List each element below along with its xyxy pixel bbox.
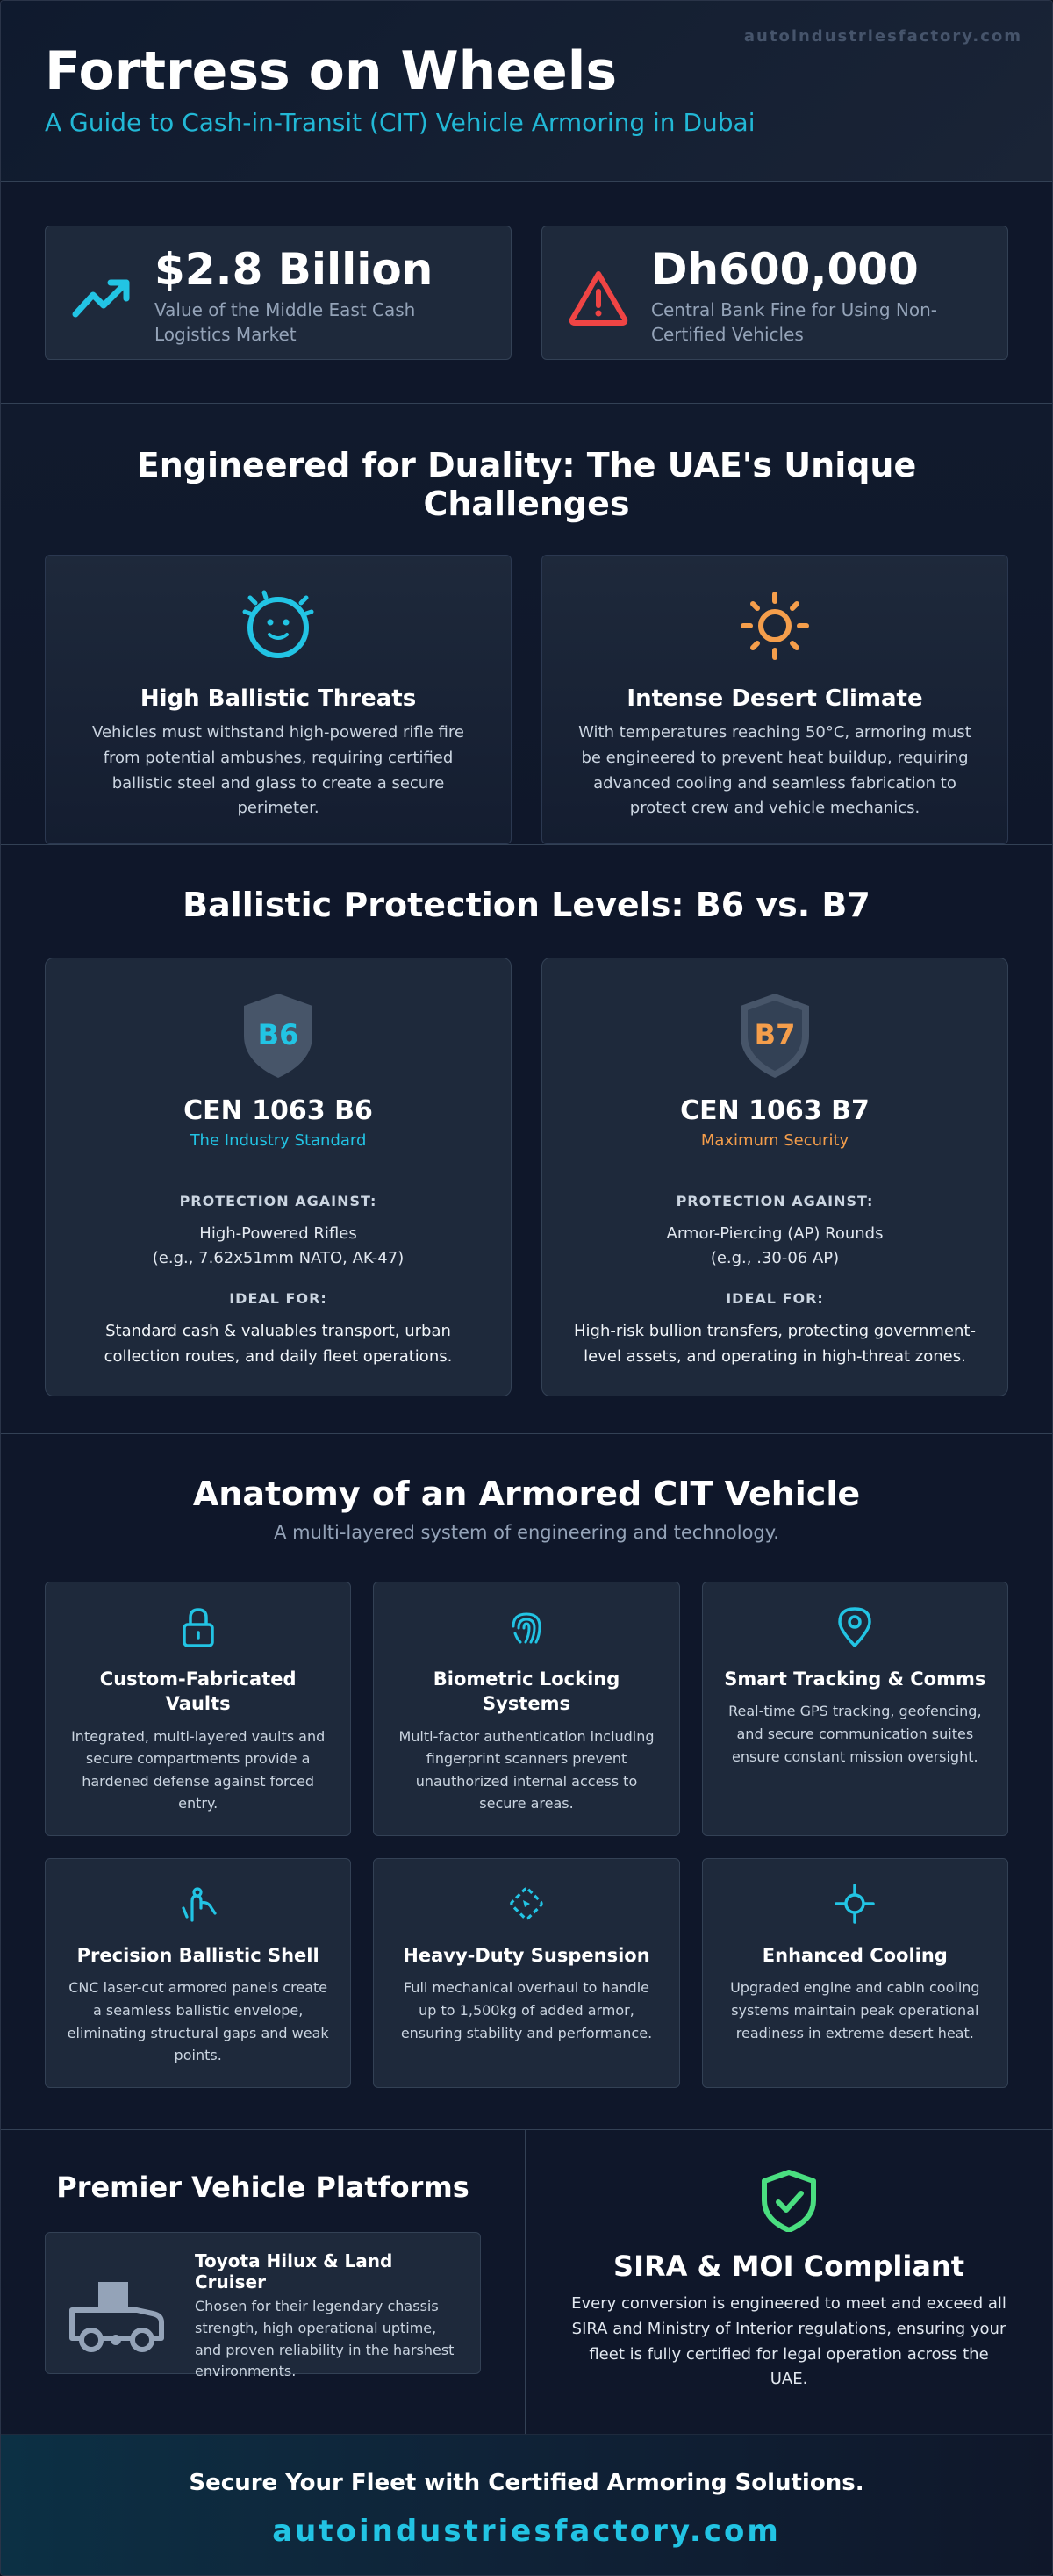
page-subtitle: A Guide to Cash-in-Transit (CIT) Vehicle Armoring in Dubai	[45, 108, 756, 137]
level-tagline: Maximum Security	[700, 1131, 849, 1150]
level-title: CEN 1063 B6	[183, 1095, 373, 1126]
feature-card-biometric	[373, 1582, 679, 1836]
ideal-heading: IDEAL FOR:	[726, 1289, 824, 1307]
protection-text	[74, 1222, 483, 1271]
trending-up-icon	[70, 267, 133, 330]
card-title: High Ballistic Threats	[140, 685, 417, 712]
footer-cta: Secure Your Fleet with Certified Armoring Solutions.	[189, 2470, 864, 2496]
protection-line-1: Armor-Piercing (AP) Rounds	[666, 1224, 884, 1243]
anatomy-section	[1, 1434, 1052, 2130]
platforms-title: Premier Vehicle Platforms	[56, 2171, 469, 2204]
stat-value: Dh600,000	[651, 244, 919, 295]
fingerprint-icon	[505, 1605, 548, 1649]
section-subtitle: A multi-layered system of engineering and technology.	[274, 1522, 779, 1543]
challenges-section	[1, 404, 1052, 845]
hand-pointer-icon	[176, 1882, 220, 1926]
feature-card-suspension	[373, 1858, 679, 2088]
feature-card-cooling	[702, 1858, 1008, 2088]
protection-text	[570, 1222, 979, 1271]
protection-heading: PROTECTION AGAINST:	[179, 1193, 377, 1209]
shield-check-icon	[757, 2169, 820, 2232]
platform-text: Chosen for their legendary chassis strength, high operational uptime, and proven reliability in the harshest environments.	[195, 2298, 455, 2380]
ideal-text: Standard cash & valuables transport, urban collection routes, and daily fleet operations.	[104, 1321, 453, 1366]
page-title: Fortress on Wheels	[45, 40, 618, 102]
header	[1, 1, 1052, 182]
compliance-text: Every conversion is engineered to meet and exceed all SIRA and Ministry of Interior regulations, ensuring your fleet is fully certified for legal operation across the UAE.	[571, 2294, 1006, 2389]
shield-badge-b7: B7	[754, 1018, 796, 1051]
shield-b6-icon	[239, 990, 318, 1081]
section-title: Ballistic Protection Levels: B6 vs. B7	[183, 886, 870, 924]
warning-icon	[567, 267, 630, 330]
protection-heading: PROTECTION AGAINST:	[676, 1193, 874, 1209]
crosshair-icon	[833, 1882, 877, 1926]
feature-title: Precision Ballistic Shell	[76, 1945, 319, 1966]
compliance-title: SIRA & MOI Compliant	[613, 2250, 964, 2283]
stat-value: $2.8 Billion	[154, 244, 433, 295]
card-title: Intense Desert Climate	[627, 685, 923, 712]
shield-b7-icon	[735, 990, 814, 1081]
protection-line-2: (e.g., .30-06 AP)	[710, 1248, 840, 1267]
brand-link[interactable]: autoindustriesfactory.com	[743, 27, 1022, 46]
platforms-panel	[1, 2130, 526, 2434]
feature-text: Upgraded engine and cabin cooling systems maintain peak operational readiness in extreme desert heat.	[730, 1979, 980, 2041]
level-card-b7	[541, 958, 1008, 1396]
feature-text: CNC laser-cut armored panels create a seamless ballistic envelope, eliminating structural gaps and weak points.	[67, 1979, 329, 2064]
platform-title: Toyota Hilux & Land Cruiser	[195, 2250, 393, 2293]
protection-line-1: High-Powered Rifles	[199, 1224, 357, 1243]
level-card-b6	[45, 958, 512, 1396]
feature-card-tracking	[702, 1582, 1008, 1836]
compliance-panel	[526, 2130, 1052, 2434]
target-face-icon	[238, 585, 319, 666]
level-tagline: The Industry Standard	[190, 1131, 367, 1150]
shield-badge-b6: B6	[257, 1018, 299, 1051]
ideal-heading: IDEAL FOR:	[229, 1289, 327, 1307]
protection-levels-section	[1, 845, 1052, 1434]
feature-title: Smart Tracking & Comms	[724, 1668, 986, 1690]
feature-text: Full mechanical overhaul to handle up to 1,500kg of added armor, ensuring stability and performance.	[400, 1979, 653, 2041]
stat-card-fine	[541, 226, 1008, 360]
feature-title: Heavy-Duty Suspension	[403, 1945, 650, 1966]
feature-text: Integrated, multi-layered vaults and secure compartments provide a hardened defense against forced entry.	[71, 1727, 326, 1812]
feature-text: Real-time GPS tracking, geofencing, and secure communication suites ensure constant mission oversight.	[728, 1703, 982, 1765]
stat-label: Central Bank Fine for Using Non-Certified Vehicles	[651, 299, 938, 345]
challenge-card-ballistic	[45, 555, 512, 844]
feature-title: Biometric Locking Systems	[433, 1668, 620, 1715]
suspension-icon	[505, 1882, 548, 1926]
section-title: Anatomy of an Armored CIT Vehicle	[192, 1475, 861, 1513]
truck-icon	[67, 2264, 172, 2352]
platform-card	[45, 2232, 481, 2380]
stats-row	[1, 182, 1052, 404]
footer	[1, 2435, 1052, 2575]
section-title: Engineered for Duality: The UAE's Unique Challenges	[136, 446, 917, 523]
feature-text: Multi-factor authentication including fingerprint scanners prevent unauthorized internal access to secure areas.	[398, 1727, 655, 1812]
footer-url-link[interactable]: autoindustriesfactory.com	[272, 2514, 781, 2549]
location-pin-icon	[833, 1605, 877, 1649]
feature-title: Custom-Fabricated Vaults	[99, 1668, 297, 1715]
feature-card-shell	[45, 1858, 351, 2088]
stat-card-market	[45, 226, 512, 360]
lock-icon	[176, 1605, 220, 1649]
protection-line-2: (e.g., 7.62x51mm NATO, AK-47)	[152, 1248, 405, 1267]
level-title: CEN 1063 B7	[680, 1095, 870, 1126]
card-text: Vehicles must withstand high-powered rifle fire from potential ambushes, requiring certified ballistic steel and glass to create a secure perimeter.	[92, 723, 464, 818]
sun-icon	[734, 585, 815, 666]
ideal-text: High-risk bullion transfers, protecting government-level assets, and operating in high-threat zones.	[574, 1321, 976, 1366]
feature-title: Enhanced Cooling	[762, 1945, 948, 1966]
stat-label: Value of the Middle East Cash Logistics Market	[154, 299, 416, 345]
challenge-card-climate	[541, 555, 1008, 844]
card-text: With temperatures reaching 50°C, armoring must be engineered to prevent heat buildup, requiring advanced cooling and seamless fabrication to protect crew and vehicle mechanics.	[578, 723, 971, 818]
platforms-compliance-row	[1, 2130, 1052, 2435]
feature-card-vaults	[45, 1582, 351, 1836]
